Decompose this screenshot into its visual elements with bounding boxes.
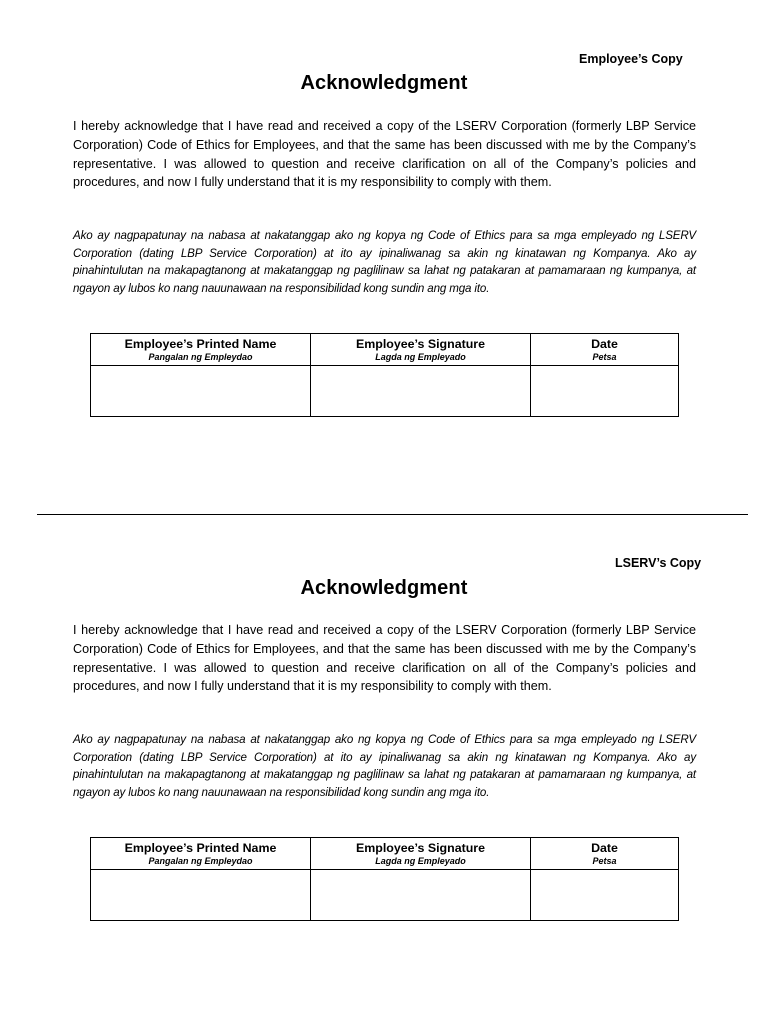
table-entry-row xyxy=(91,366,679,417)
column-label: Date xyxy=(591,336,618,351)
column-sublabel: Lagda ng Empleyado xyxy=(375,855,466,866)
column-header-signature xyxy=(311,838,531,870)
column-header-date xyxy=(531,334,679,366)
date-field[interactable] xyxy=(531,870,679,921)
column-label: Employee’s Printed Name xyxy=(124,336,277,351)
table-entry-row xyxy=(91,870,679,921)
table-header-row xyxy=(91,334,679,366)
table-header-row xyxy=(91,838,679,870)
column-sublabel: Pangalan ng Empleydao xyxy=(148,855,253,866)
acknowledgment-paragraph-english: I hereby acknowledge that I have read and received a copy of the LSERV Corporation (formerly LBP Service Corporation) Code of Ethics for Employees, and that the same has been discussed with me by the Company’s representative. I was allowed to question and receive clarification on all of the Company’s policies and procedures, and now I fully understand that it is my responsibility to comply with them. xyxy=(73,119,696,190)
column-header-signature xyxy=(311,334,531,366)
column-header-printed-name xyxy=(91,838,311,870)
page-title: Acknowledgment xyxy=(300,577,468,599)
column-label: Employee’s Signature xyxy=(356,336,485,351)
column-label: Employee’s Signature xyxy=(356,840,485,855)
printed-name-field[interactable] xyxy=(91,870,311,921)
page-title: Acknowledgment xyxy=(300,72,468,94)
employee-copy-section xyxy=(0,0,768,500)
column-label: Employee’s Printed Name xyxy=(124,840,277,855)
column-header-printed-name xyxy=(91,334,311,366)
column-sublabel: Lagda ng Empleyado xyxy=(375,351,466,362)
column-sublabel: Pangalan ng Empleydao xyxy=(148,351,253,362)
column-label: Date xyxy=(591,840,618,855)
copy-label: LSERV’s Copy xyxy=(615,556,702,570)
signature-field[interactable] xyxy=(311,366,531,417)
signature-table xyxy=(90,333,679,417)
acknowledgment-paragraph-tagalog: Ako ay nagpapatunay na nabasa at nakatanggap ako ng kopya ng Code of Ethics para sa mga empleyado ng LSERV Corporation (dating LBP Service Corporation) at ito ay ipinaliwanag sa akin ng kinatawan ng Kompanya. Ako ay pinahintulutan na makapagtanong at makatanggap ng paglilinaw sa lahat ng patakaran at pamamaraan ng kumpanya, at ngayon ay lubos ko nang nauunawaan na responsibilidad kong sundin ang mga ito. xyxy=(73,733,696,799)
acknowledgment-paragraph-tagalog: Ako ay nagpapatunay na nabasa at nakatanggap ako ng kopya ng Code of Ethics para sa mga empleyado ng LSERV Corporation (dating LBP Service Corporation) at ito ay ipinaliwanag sa akin ng kinatawan ng Kompanya. Ako ay pinahintulutan na makapagtanong at makatanggap ng paglilinaw sa lahat ng patakaran at pamamaraan ng kumpanya, at ngayon ay lubos ko nang nauunawaan na responsibilidad kong sundin ang mga ito. xyxy=(73,229,696,295)
signature-field[interactable] xyxy=(311,870,531,921)
copy-label: Employee’s Copy xyxy=(579,52,683,66)
column-header-date xyxy=(531,838,679,870)
acknowledgment-paragraph-english: I hereby acknowledge that I have read and received a copy of the LSERV Corporation (formerly LBP Service Corporation) Code of Ethics for Employees, and that the same has been discussed with me by the Company’s representative. I was allowed to question and receive clarification on all of the Company’s policies and procedures, and now I fully understand that it is my responsibility to comply with them. xyxy=(73,623,696,694)
printed-name-field[interactable] xyxy=(91,366,311,417)
date-field[interactable] xyxy=(531,366,679,417)
signature-table xyxy=(90,837,679,921)
column-sublabel: Petsa xyxy=(592,351,617,362)
column-sublabel: Petsa xyxy=(592,855,617,866)
lserv-copy-section xyxy=(0,504,768,1004)
